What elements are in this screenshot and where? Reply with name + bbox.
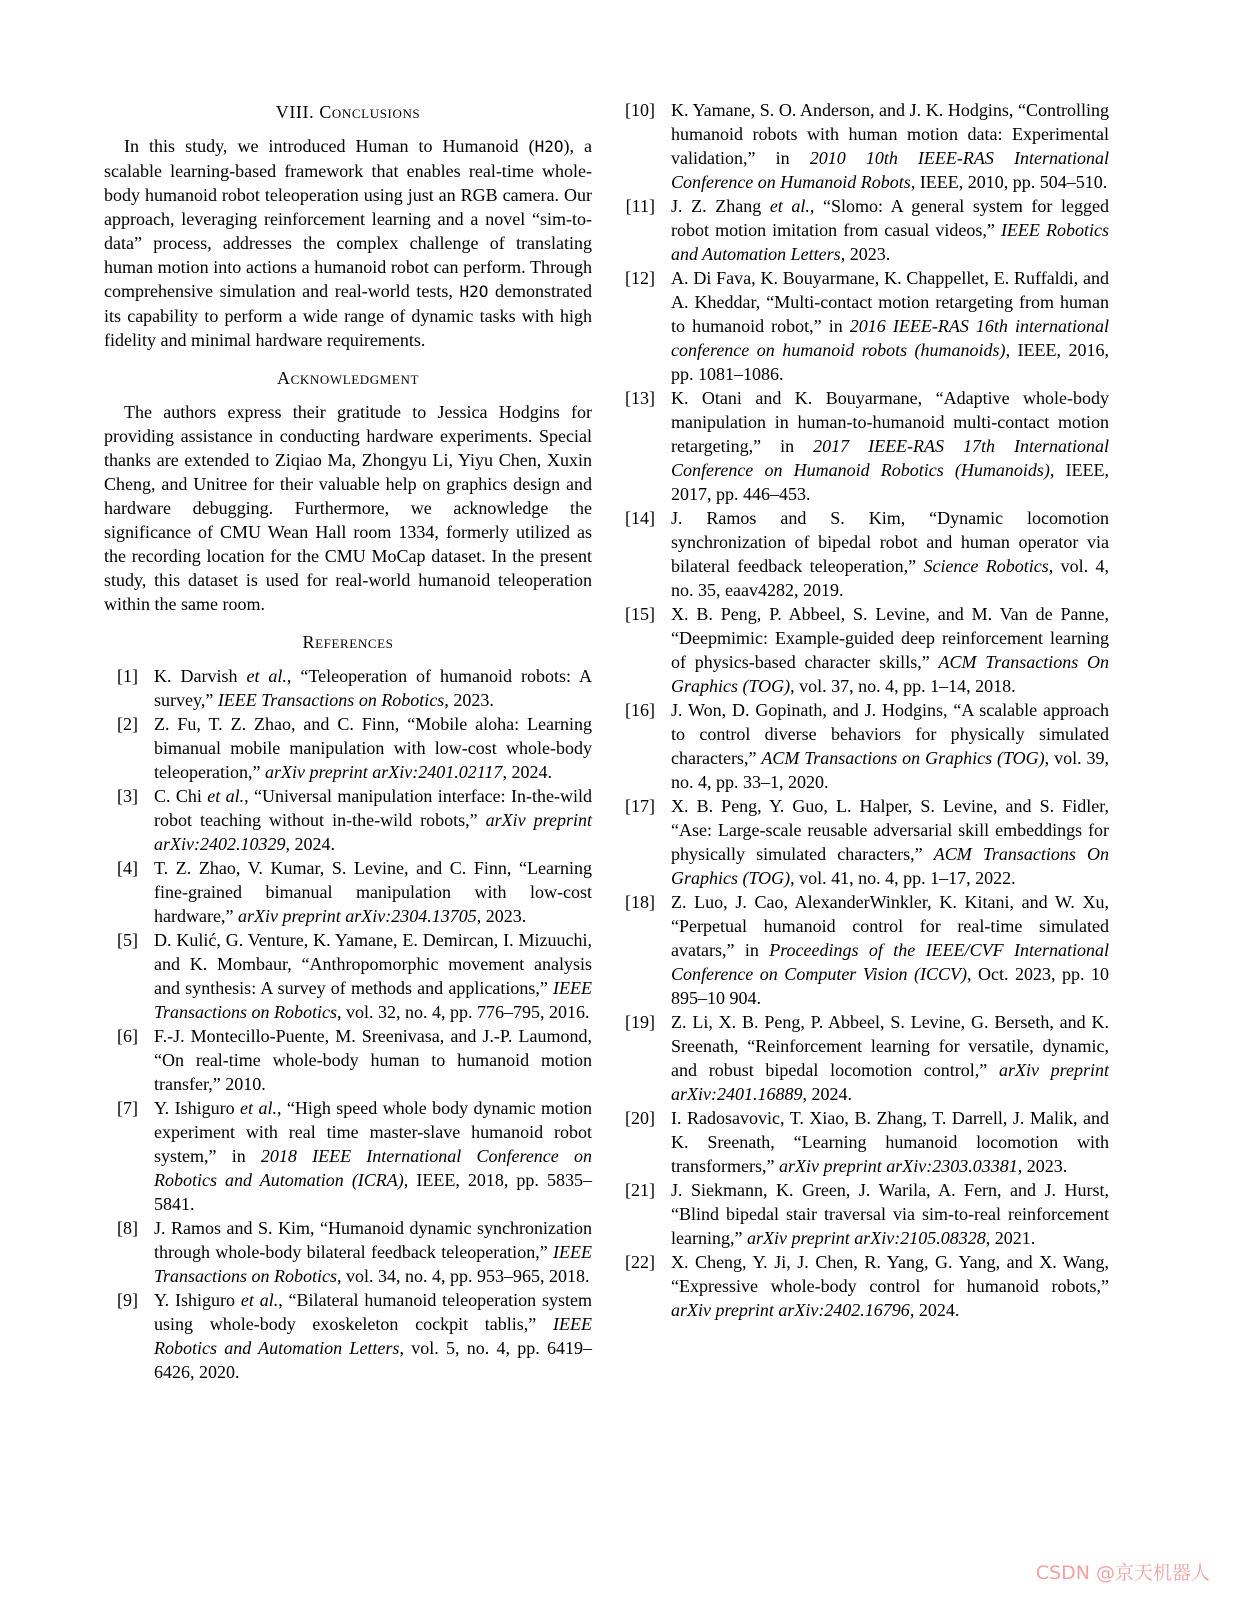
reference-number: [17] xyxy=(625,796,655,816)
reference-text-segment: , 2021. xyxy=(985,1228,1036,1248)
left-column xyxy=(104,98,592,1384)
reference-text-segment: X. B. Peng, P. Abbeel, S. Levine, and M. Van de Panne, “Deepmimic: Example-guided deep reinforcement learning of physics-based character skills,” xyxy=(671,604,1109,672)
reference-text-segment: , “High speed whole body dynamic motion experiment with real time master-slave humanoid robot system,” in xyxy=(154,1098,592,1166)
reference-text-segment: , vol. 34, no. 4, pp. 953–965, 2018. xyxy=(337,1266,590,1286)
reference-text-segment: Z. Luo, J. Cao, AlexanderWinkler, K. Kitani, and W. Xu, “Perpetual humanoid control for real-time simulated avatars,” in xyxy=(671,892,1109,960)
reference-item xyxy=(621,386,1109,506)
text-segment: H2O xyxy=(459,282,489,301)
reference-text-segment: , IEEE, 2010, pp. 504–510. xyxy=(910,172,1108,192)
reference-number: [11] xyxy=(625,196,655,216)
reference-text-segment: et al. xyxy=(240,1290,279,1310)
reference-item xyxy=(104,856,592,928)
reference-number: [7] xyxy=(117,1098,138,1118)
reference-item xyxy=(621,98,1109,194)
reference-item xyxy=(104,664,592,712)
reference-text-segment: IEEE Transactions on Robotics xyxy=(217,690,445,710)
reference-item xyxy=(104,712,592,784)
reference-number: [16] xyxy=(625,700,655,720)
reference-number: [21] xyxy=(625,1180,655,1200)
reference-number: [5] xyxy=(117,930,138,950)
reference-text-segment: Z. Li, X. B. Peng, P. Abbeel, S. Levine, G. Berseth, and K. Sreenath, “Reinforcement learning for versatile, dynamic, and robust bipedal locomotion control,” xyxy=(671,1012,1109,1080)
reference-number: [15] xyxy=(625,604,655,624)
acknowledgment-heading: Acknowledgment xyxy=(277,368,419,388)
reference-item xyxy=(621,1010,1109,1106)
references-list-right xyxy=(621,98,1109,1322)
reference-item xyxy=(621,1178,1109,1250)
reference-text-segment: K. Otani and K. Bouyarmane, “Adaptive whole-body manipulation in human-to-humanoid multi-contact motion retargeting,” in xyxy=(671,388,1109,456)
reference-text-segment: , 2023. xyxy=(476,906,527,926)
reference-text-segment: et al. xyxy=(240,1098,277,1118)
reference-text-segment: X. B. Peng, Y. Guo, L. Halper, S. Levine, and S. Fidler, “Ase: Large-scale reusable adversarial skill embeddings for physically simulated characters,” xyxy=(671,796,1109,864)
reference-number: [22] xyxy=(625,1252,655,1272)
reference-text-segment: arXiv preprint arXiv:2304.13705 xyxy=(237,906,477,926)
reference-text-segment: et al. xyxy=(769,196,810,216)
reference-text-segment: , “Teleoperation of humanoid robots: A survey,” xyxy=(154,666,592,710)
watermark: CSDN @京天机器人 xyxy=(1035,1562,1210,1584)
reference-text-segment: J. Siekmann, K. Green, J. Warila, A. Fern, and J. Hurst, “Blind bipedal stair traversal via sim-to-real reinforcement learning,” xyxy=(671,1180,1109,1248)
reference-text-segment: X. Cheng, Y. Ji, J. Chen, R. Yang, G. Yang, and X. Wang, “Expressive whole-body control for humanoid robots,” xyxy=(671,1252,1109,1296)
reference-item xyxy=(104,1024,592,1096)
references-list-left xyxy=(104,664,592,1384)
reference-number: [19] xyxy=(625,1012,655,1032)
reference-text-segment: I. Radosavovic, T. Xiao, B. Zhang, T. Darrell, J. Malik, and K. Sreenath, “Learning humanoid locomotion with transformers,” xyxy=(671,1108,1109,1176)
reference-text-segment: , vol. 32, no. 4, pp. 776–795, 2016. xyxy=(337,1002,590,1022)
reference-text-segment: , 2024. xyxy=(909,1300,960,1320)
text-segment: ), a scalable learning-based framework that enables real-time whole-body humanoid robot teleoperation using just an RGB camera. Our approach, leveraging reinforcement learning and a novel “sim-to-data” process, addresses the complex challenge of translating human motion into actions a humanoid robot can perform. Through comprehensive simulation and real-world tests, xyxy=(104,136,593,301)
reference-text-segment: , vol. 41, no. 4, pp. 1–17, 2022. xyxy=(790,868,1016,888)
conclusions-paragraph xyxy=(104,134,592,352)
reference-text-segment: 2017 IEEE-RAS 17th International Conference on Humanoid Robotics (Humanoids) xyxy=(671,436,1109,480)
reference-item xyxy=(621,1106,1109,1178)
reference-number: [18] xyxy=(625,892,655,912)
reference-text-segment: , IEEE, 2017, pp. 446–453. xyxy=(671,460,1109,504)
reference-text-segment: Science Robotics xyxy=(923,556,1049,576)
reference-number: [14] xyxy=(625,508,655,528)
reference-number: [1] xyxy=(117,666,138,686)
text-segment: H2O xyxy=(534,137,564,156)
reference-text-segment: arXiv preprint arXiv:2303.03381 xyxy=(778,1156,1018,1176)
reference-item xyxy=(104,1096,592,1216)
reference-item xyxy=(621,794,1109,890)
reference-text-segment: K. Yamane, S. O. Anderson, and J. K. Hodgins, “Controlling humanoid robots with human motion data: Experimental validation,” in xyxy=(671,100,1109,168)
reference-text-segment: , vol. 4, no. 35, eaav4282, 2019. xyxy=(671,556,1109,600)
reference-text-segment: ACM Transactions On Graphics (TOG) xyxy=(671,844,1109,888)
reference-number: [10] xyxy=(625,100,655,120)
reference-text-segment: arXiv preprint arXiv:2402.10329 xyxy=(154,810,593,854)
reference-text-segment: J. Won, D. Gopinath, and J. Hodgins, “A scalable approach to control diverse behaviors for physically simulated characters,” xyxy=(671,700,1109,768)
conclusions-heading: VIII. Conclusions xyxy=(275,102,421,122)
reference-text-segment: , 2024. xyxy=(802,1084,852,1104)
reference-item xyxy=(621,506,1109,602)
reference-text-segment: Y. Ishiguro xyxy=(154,1098,241,1118)
reference-number: [2] xyxy=(117,714,138,734)
reference-text-segment: , Oct. 2023, pp. 10 895–10 904. xyxy=(671,964,1109,1008)
reference-item xyxy=(104,1288,592,1384)
right-column xyxy=(621,98,1109,1384)
reference-number: [4] xyxy=(117,858,138,878)
reference-text-segment: J. Z. Zhang xyxy=(671,196,770,216)
reference-number: [12] xyxy=(625,268,655,288)
reference-text-segment: , “Slomo: A general system for legged robot motion imitation from casual videos,” xyxy=(671,196,1110,240)
reference-text-segment: 2010 10th IEEE-RAS International Conference on Humanoid Robots xyxy=(671,148,1109,192)
reference-number: [8] xyxy=(117,1218,138,1238)
reference-text-segment: A. Di Fava, K. Bouyarmane, K. Chappellet, E. Ruffaldi, and A. Kheddar, “Multi-contact motion retargeting from human to humanoid robot,” in xyxy=(671,268,1109,336)
reference-text-segment: , IEEE, 2016, pp. 1081–1086. xyxy=(671,340,1110,384)
reference-text-segment: D. Kulić, G. Venture, K. Yamane, E. Demircan, I. Mizuuchi, and K. Mombaur, “Anthropomorphic movement analysis and synthesis: A survey of methods and applications,” xyxy=(154,930,592,998)
reference-text-segment: , 2023. xyxy=(444,690,494,710)
reference-text-segment: J. Ramos and S. Kim, “Humanoid dynamic synchronization through whole-body bilateral feedback teleoperation,” xyxy=(154,1218,592,1262)
reference-text-segment: IEEE Robotics and Automation Letters xyxy=(154,1314,592,1358)
reference-number: [13] xyxy=(625,388,655,408)
reference-item xyxy=(104,928,592,1024)
reference-item xyxy=(621,1250,1109,1322)
reference-text-segment: F.-J. Montecillo-Puente, M. Sreenivasa, and J.-P. Laumond, “On real-time whole-body human to humanoid motion transfer,” 2010. xyxy=(154,1026,592,1094)
reference-item xyxy=(621,266,1109,386)
reference-text-segment: , “Universal manipulation interface: In-the-wild robot teaching without in-the-wild robots,” xyxy=(154,786,593,830)
reference-text-segment: et al. xyxy=(246,666,287,686)
reference-item xyxy=(104,784,592,856)
reference-item xyxy=(621,890,1109,1010)
reference-text-segment: , 2023. xyxy=(840,244,891,264)
reference-item xyxy=(621,698,1109,794)
reference-text-segment: 2018 IEEE International Conference on Robotics and Automation (ICRA) xyxy=(154,1146,592,1190)
reference-text-segment: K. Darvish xyxy=(154,666,247,686)
reference-text-segment: C. Chi xyxy=(154,786,208,806)
reference-text-segment: arXiv preprint arXiv:2105.08328 xyxy=(746,1228,986,1248)
text-segment: The authors express their gratitude to Jessica Hodgins for providing assistance in conducting hardware experiments. Special thanks are extended to Ziqiao Ma, Zhongyu Li, Yiyu Chen, Xuxin Cheng, and Unitree for their valuable help on graphics design and hardware debugging. Furthermore, we acknowledge the significance of CMU Wean Hall room 1334, formerly utilized as the recording location for the CMU MoCap dataset. In the present study, this dataset is used for real-world humanoid teleoperation within the same room. xyxy=(104,402,592,614)
reference-text-segment: , 2024. xyxy=(502,762,552,782)
reference-text-segment: , vol. 5, no. 4, pp. 6419–6426, 2020. xyxy=(154,1338,592,1382)
reference-number: [6] xyxy=(117,1026,138,1046)
reference-text-segment: , 2024. xyxy=(285,834,335,854)
reference-text-segment: arXiv preprint arXiv:2401.16889 xyxy=(671,1060,1109,1104)
reference-text-segment: Y. Ishiguro xyxy=(154,1290,241,1310)
reference-text-segment: arXiv preprint arXiv:2401.02117 xyxy=(264,762,503,782)
reference-text-segment: IEEE Transactions on Robotics xyxy=(154,978,592,1022)
reference-number: [20] xyxy=(625,1108,655,1128)
reference-text-segment: 2016 IEEE-RAS 16th international conference on humanoid robots (humanoids) xyxy=(671,316,1109,360)
reference-text-segment: , vol. 37, no. 4, pp. 1–14, 2018. xyxy=(790,676,1016,696)
reference-text-segment: arXiv preprint arXiv:2402.16796 xyxy=(671,1300,910,1320)
reference-text-segment: J. Ramos and S. Kim, “Dynamic locomotion synchronization of bipedal robot and human operator via bilateral feedback teleoperation,” xyxy=(671,508,1109,576)
reference-item xyxy=(104,1216,592,1288)
reference-text-segment: , vol. 39, no. 4, pp. 33–1, 2020. xyxy=(671,748,1109,792)
reference-item xyxy=(621,194,1109,266)
reference-text-segment: ACM Transactions On Graphics (TOG) xyxy=(671,652,1109,696)
reference-text-segment: , “Bilateral humanoid teleoperation system using whole-body exoskeleton cockpit tablis,” xyxy=(154,1290,592,1334)
reference-text-segment: Proceedings of the IEEE/CVF International Conference on Computer Vision (ICCV) xyxy=(671,940,1109,984)
text-segment: demonstrated its capability to perform a wide range of dynamic tasks with high fidelity and minimal hardware requirements. xyxy=(104,281,592,350)
reference-text-segment: IEEE Robotics and Automation Letters xyxy=(671,220,1109,264)
two-column-layout xyxy=(104,98,1109,1384)
reference-text-segment: Z. Fu, T. Z. Zhao, and C. Finn, “Mobile aloha: Learning bimanual mobile manipulation with low-cost whole-body teleoperation,” xyxy=(154,714,592,782)
reference-text-segment: IEEE Transactions on Robotics xyxy=(154,1242,592,1286)
text-segment: In this study, we introduced Human to Humanoid ( xyxy=(124,136,535,156)
reference-number: [9] xyxy=(117,1290,138,1310)
reference-text-segment: et al. xyxy=(207,786,245,806)
reference-number: [3] xyxy=(117,786,138,806)
reference-text-segment: T. Z. Zhao, V. Kumar, S. Levine, and C. Finn, “Learning fine-grained bimanual manipulation with low-cost hardware,” xyxy=(154,858,592,926)
reference-text-segment: ACM Transactions on Graphics (TOG) xyxy=(761,748,1045,768)
reference-text-segment: , IEEE, 2018, pp. 5835–5841. xyxy=(154,1170,592,1214)
reference-item xyxy=(621,602,1109,698)
reference-text-segment: , 2023. xyxy=(1017,1156,1068,1176)
references-heading: References xyxy=(302,632,394,652)
acknowledgment-paragraph xyxy=(104,400,592,616)
